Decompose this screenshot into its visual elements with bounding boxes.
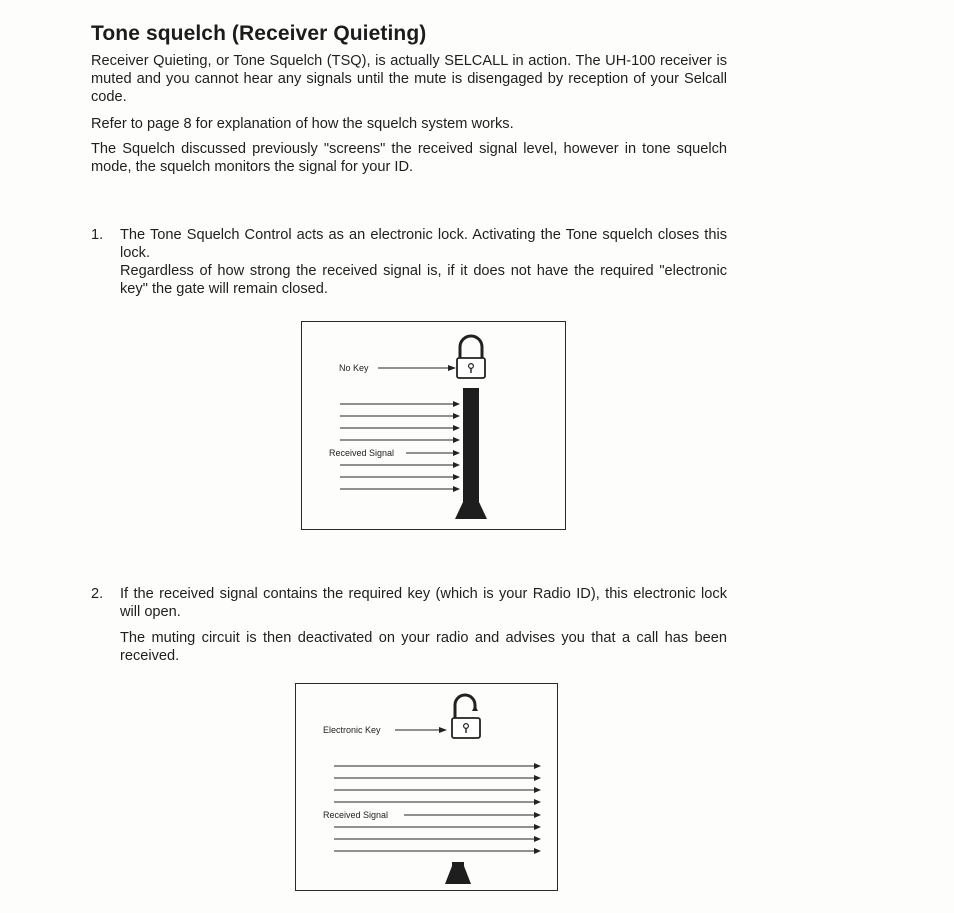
no-key-label: No Key	[339, 363, 369, 373]
list-text: If the received signal contains the required key (which is your Radio ID), this electronic lock will open.	[120, 586, 727, 620]
paragraph-squelch: The Squelch discussed previously "screens" the received signal level, however in tone squelch mode, the squelch monitors the signal for your ID.	[91, 141, 727, 175]
list-text: The muting circuit is then deactivated on your radio and advises you that a call has been received.	[120, 630, 727, 664]
list-item-1	[91, 226, 727, 298]
list-number: 2.	[91, 586, 104, 602]
page-heading: Tone squelch (Receiver Quieting)	[91, 22, 427, 45]
padlock-closed-icon	[457, 336, 485, 378]
paragraph-refer: Refer to page 8 for explanation of how the squelch system works.	[91, 116, 514, 132]
diagram-open-lock	[295, 683, 558, 891]
diagram-closed-lock	[301, 321, 566, 530]
received-signal-label: Received Signal	[323, 810, 389, 820]
padlock-open-icon	[452, 695, 480, 738]
received-signal-label: Received Signal	[329, 448, 395, 458]
list-item-2	[91, 585, 727, 665]
electronic-key-label: Electronic Key	[323, 725, 381, 735]
list-text: The Tone Squelch Control acts as an electronic lock. Activating the Tone squelch closes this lock.	[120, 227, 727, 261]
list-number: 1.	[91, 227, 104, 243]
list-text: Regardless of how strong the received signal is, if it does not have the required "electronic key" the gate will remain closed.	[120, 263, 727, 297]
paragraph-intro: Receiver Quieting, or Tone Squelch (TSQ), is actually SELCALL in action. The UH-100 receiver is muted and you cannot hear any signals until the mute is disengaged by reception of your Selcall code.	[91, 53, 727, 105]
